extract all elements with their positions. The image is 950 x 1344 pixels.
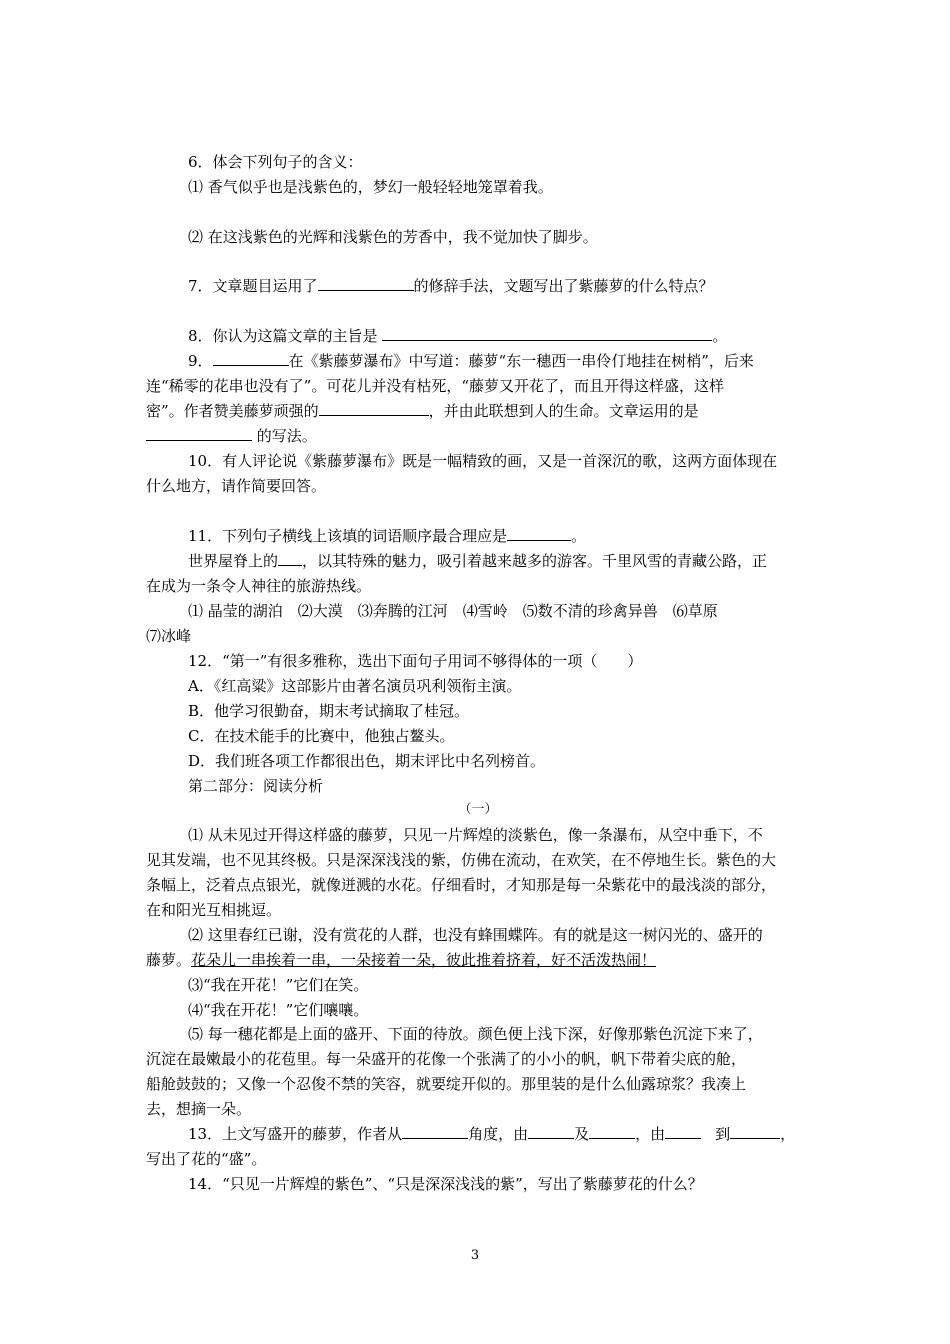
answer-blank[interactable] bbox=[665, 1122, 701, 1139]
answer-blank[interactable] bbox=[528, 1122, 574, 1139]
q11-line-1: 11．下列句子横线上该填的词语顺序最合理应是 。 bbox=[188, 524, 810, 548]
page-number: 3 bbox=[470, 1248, 480, 1263]
q9-line-4: 的写法。 bbox=[146, 424, 810, 448]
underlined-sentence: 花朵儿一串挨着一串，一朵接着一朵，彼此推着挤着，好不活泼热闹！ bbox=[191, 951, 657, 969]
q7: 7．文章题目运用了 的修辞手法，文题写出了紫藤萝的什么特点？ bbox=[188, 274, 810, 298]
paragraph-1-line: ⑴ 从未见过开得这样盛的藤萝，只见一片辉煌的淡紫色，像一条瀑布，从空中垂下，不 bbox=[188, 826, 763, 844]
q12-option-b[interactable]: B．他学习很勤奋，期末考试摘取了桂冠。 bbox=[188, 702, 470, 720]
q6-sentence-1: ⑴ 香气似乎也是浅紫色的，梦幻一般轻轻地笼罩着我。 bbox=[188, 178, 553, 196]
q13-line-2: 写出了花的“盛”。 bbox=[146, 1150, 267, 1168]
q10-line-1: 10．有人评论说《紫藤萝瀑布》既是一幅精致的画，又是一首深沉的歌，这两方面体现在 bbox=[188, 452, 778, 470]
answer-blank[interactable] bbox=[278, 549, 302, 566]
q9-line-2: 连“稀零的花串也没有了”。可花儿并没有枯死，“藤萝又开花了，而且开得这样盛，这样 bbox=[146, 377, 725, 395]
q12-option-c[interactable]: C．在技术能手的比赛中，他独占鳌头。 bbox=[188, 727, 455, 745]
q11-line-3: 在成为一条令人神往的旅游热线。 bbox=[146, 577, 372, 595]
answer-blank[interactable] bbox=[146, 424, 252, 441]
paragraph-5-line: 去，想摘一朵。 bbox=[146, 1100, 252, 1118]
paragraph-1-line: 见其发端，也不见其终极。只是深深浅浅的紫，仿佛在流动，在欢笑，在不停地生长。紫色的大 bbox=[146, 851, 777, 869]
q11-option-7: ⑺冰峰 bbox=[146, 627, 192, 645]
paragraph-5-line: 沉淀在最嫩最小的花苞里。每一朵盛开的花像一个张满了的小小的帆，帆下带着尖底的舱， bbox=[146, 1050, 747, 1068]
answer-blank[interactable] bbox=[507, 524, 571, 541]
answer-blank[interactable] bbox=[730, 1122, 780, 1139]
paragraph-2-line: 藤萝。花朵儿一串挨着一串，一朵接着一朵，彼此推着挤着，好不活泼热闹！ bbox=[146, 951, 657, 969]
paragraph-5-line: ⑸ 每一穗花都是上面的盛开、下面的待放。颜色便上浅下深，好像那紫色沉淀下来了， bbox=[188, 1025, 763, 1043]
answer-blank[interactable] bbox=[319, 399, 429, 416]
answer-blank[interactable] bbox=[589, 1122, 635, 1139]
q9-line-3: 密”。作者赞美藤萝顽强的 ，并由此联想到人的生命。文章运用的是 bbox=[146, 399, 810, 423]
paragraph-2-line: ⑵ 这里春红已谢，没有赏花的人群，也没有蜂围蝶阵。有的就是这一树闪光的、盛开的 bbox=[188, 926, 763, 944]
q6-title: 6．体会下列句子的含义： bbox=[188, 153, 363, 171]
section-one-heading: （一） bbox=[458, 802, 498, 817]
q10-line-2: 什么地方，请作简要回答。 bbox=[146, 477, 327, 495]
q6-sentence-2: ⑵ 在这浅紫色的光辉和浅紫色的芳香中，我不觉加快了脚步。 bbox=[188, 228, 598, 246]
q12-option-d[interactable]: D．我们班各项工作都很出色，期末评比中名列榜首。 bbox=[188, 752, 546, 770]
q11-options: ⑴ 晶莹的湖泊 ⑵大漠 ⑶奔腾的江河 ⑷雪岭 ⑸数不清的珍禽异兽 ⑹草原 bbox=[188, 602, 718, 620]
paragraph-5-line: 船舱鼓鼓的；又像一个忍俊不禁的笑容，就要绽开似的。那里装的是什么仙露琼浆？我凑上 bbox=[146, 1075, 747, 1093]
q8: 8．你认为这篇文章的主旨是 。 bbox=[188, 324, 810, 348]
paragraph-3: ⑶“我在开花！”它们在笑。 bbox=[188, 976, 369, 994]
q14: 14．“只见一片辉煌的紫色”、“只是深深浅浅的紫”，写出了紫藤萝花的什么？ bbox=[188, 1175, 703, 1193]
answer-blank[interactable] bbox=[402, 1122, 468, 1139]
q11-line-2: 世界屋脊上的 ，以其特殊的魅力，吸引着越来越多的游客。千里风雪的青藏公路，正 bbox=[188, 549, 810, 573]
answer-blank[interactable] bbox=[382, 324, 712, 341]
q13-line-1: 13．上文写盛开的藤萝，作者从 角度，由 及 ，由 到 ， bbox=[188, 1122, 810, 1146]
part-two-heading: 第二部分：阅读分析 bbox=[188, 777, 324, 795]
q12-title: 12．“第一”有很多雅称，选出下面句子用词不够得体的一项（ ） bbox=[188, 652, 643, 670]
paragraph-1-line: 条幅上，泛着点点银光，就像迸溅的水花。仔细看时，才知那是每一朵紫花中的最浅淡的部分， bbox=[146, 876, 777, 894]
answer-blank[interactable] bbox=[318, 274, 414, 291]
answer-blank[interactable] bbox=[213, 349, 289, 366]
q9-line-1: 9． 在《紫藤萝瀑布》中写道：藤萝“东一穗西一串伶仃地挂在树梢”，后来 bbox=[188, 349, 810, 373]
paragraph-4: ⑷“我在开花！”它们嚷嚷。 bbox=[188, 1001, 369, 1019]
paragraph-1-line: 在和阳光互相挑逗。 bbox=[146, 901, 282, 919]
q12-option-a[interactable]: A．《红高粱》这部影片由著名演员巩利领衔主演。 bbox=[188, 677, 522, 695]
